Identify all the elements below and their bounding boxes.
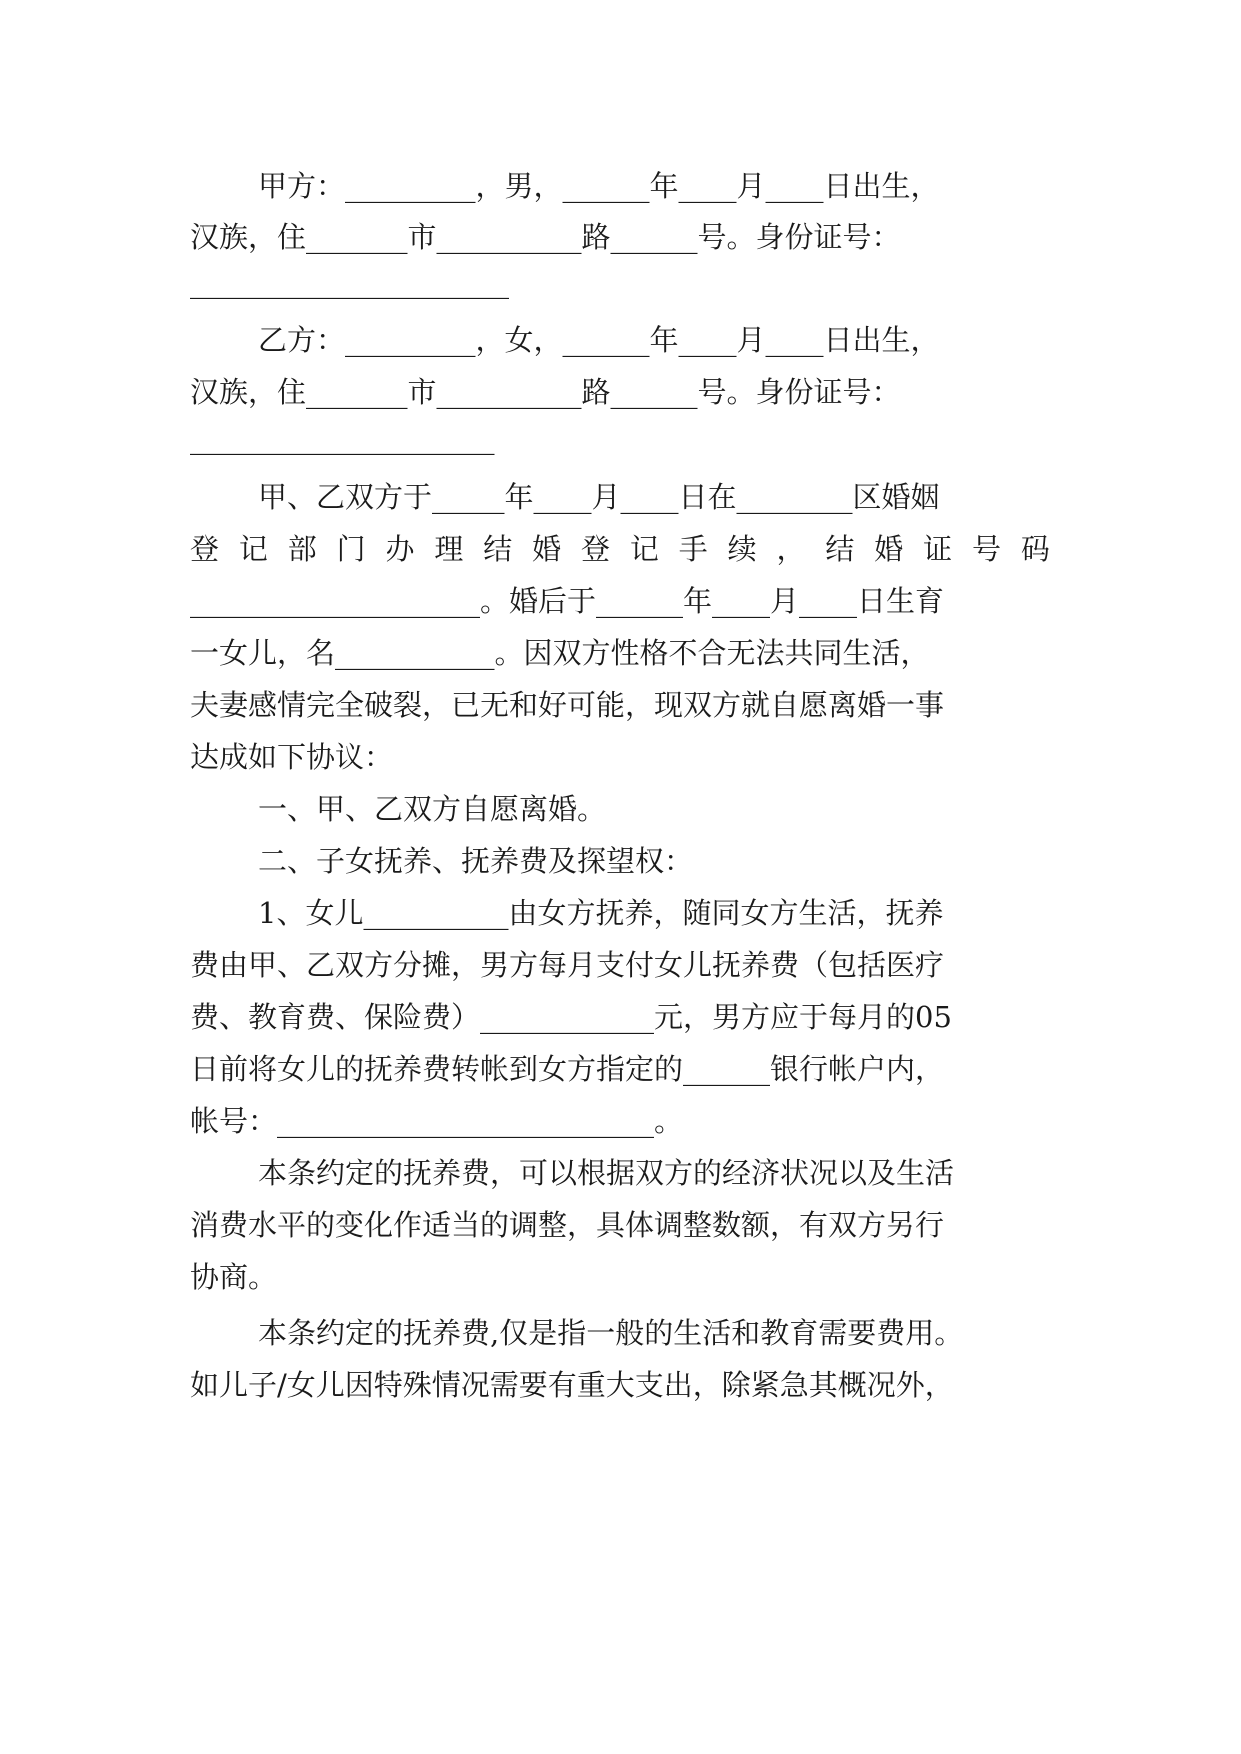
party-b-line-1: 乙方：_________，女，______年____月____日出生， xyxy=(258,323,940,357)
party-b-line-2: 汉族，住_______市__________路______号。身份证号： xyxy=(190,375,901,409)
scope-line-2: 如儿子/女儿因特殊情况需要有重大支出，除紧急其概况外， xyxy=(190,1368,954,1402)
marriage-line-2-char: 登 xyxy=(581,532,611,566)
clause-2-heading: 二、子女抚养、抚养费及探望权： xyxy=(258,844,694,878)
marriage-line-2 xyxy=(190,529,1050,569)
clause-1: 一、甲、乙双方自愿离婚。 xyxy=(258,792,607,826)
party-a-line-2: 汉族，住_______市__________路______号。身份证号： xyxy=(190,220,901,254)
marriage-line-4: 一女儿，名___________。因双方性格不合无法共同生活， xyxy=(190,636,930,670)
party-a-line-1: 甲方：_________，男，______年____月____日出生， xyxy=(258,169,940,203)
marriage-line-2-char: 门 xyxy=(336,532,366,566)
marriage-line-5: 夫妻感情完全破裂，已无和好可能，现双方就自愿离婚一事 xyxy=(190,688,945,722)
marriage-line-2-char: 结 xyxy=(483,532,513,566)
adjustment-line-2: 消费水平的变化作适当的调整，具体调整数额，有双方另行 xyxy=(190,1208,945,1242)
clause-2-1-line-1: 1、女儿__________由女方抚养，随同女方生活，抚养 xyxy=(258,896,944,930)
marriage-line-2-char: 登 xyxy=(190,532,220,566)
marriage-line-2-char: 码 xyxy=(1020,532,1050,566)
party-b-id-blank: _____________________ xyxy=(190,421,495,455)
party-a-id-blank: ______________________ xyxy=(190,265,509,299)
marriage-line-2-char: 证 xyxy=(923,532,953,566)
marriage-line-2-char: 记 xyxy=(238,532,268,566)
marriage-line-2-char: 续 xyxy=(727,532,757,566)
clause-2-1-line-4: 日前将女儿的抚养费转帐到女方指定的______银行帐户内， xyxy=(190,1052,945,1086)
scope-line-1: 本条约定的抚养费,仅是指一般的生活和教育需要费用。 xyxy=(258,1316,964,1350)
clause-2-1-line-5: 帐号：__________________________。 xyxy=(190,1104,684,1138)
marriage-line-6: 达成如下协议： xyxy=(190,740,394,774)
marriage-line-3: ____________________。婚后于______年____月____日生育 xyxy=(190,584,945,618)
adjustment-line-1: 本条约定的抚养费，可以根据双方的经济状况以及生活 xyxy=(258,1156,955,1190)
marriage-line-2-char: 结 xyxy=(825,532,855,566)
marriage-line-2-char: 婚 xyxy=(532,532,562,566)
marriage-line-2-char: ， xyxy=(776,532,806,566)
marriage-line-2-char: 部 xyxy=(287,532,317,566)
marriage-line-2-char: 号 xyxy=(972,532,1002,566)
adjustment-line-3: 协商。 xyxy=(190,1260,278,1294)
marriage-line-2-char: 办 xyxy=(385,532,415,566)
marriage-line-2-char: 理 xyxy=(434,532,464,566)
marriage-line-2-char: 手 xyxy=(678,532,708,566)
marriage-line-1: 甲、乙双方于_____年____月____日在________区婚姻 xyxy=(258,480,940,514)
marriage-line-2-char: 记 xyxy=(629,532,659,566)
marriage-line-2-char: 婚 xyxy=(874,532,904,566)
clause-2-1-line-2: 费由甲、乙双方分摊，男方每月支付女儿抚养费（包括医疗 xyxy=(190,948,945,982)
clause-2-1-line-3: 费、教育费、保险费）____________元，男方应于每月的05 xyxy=(190,1000,952,1034)
